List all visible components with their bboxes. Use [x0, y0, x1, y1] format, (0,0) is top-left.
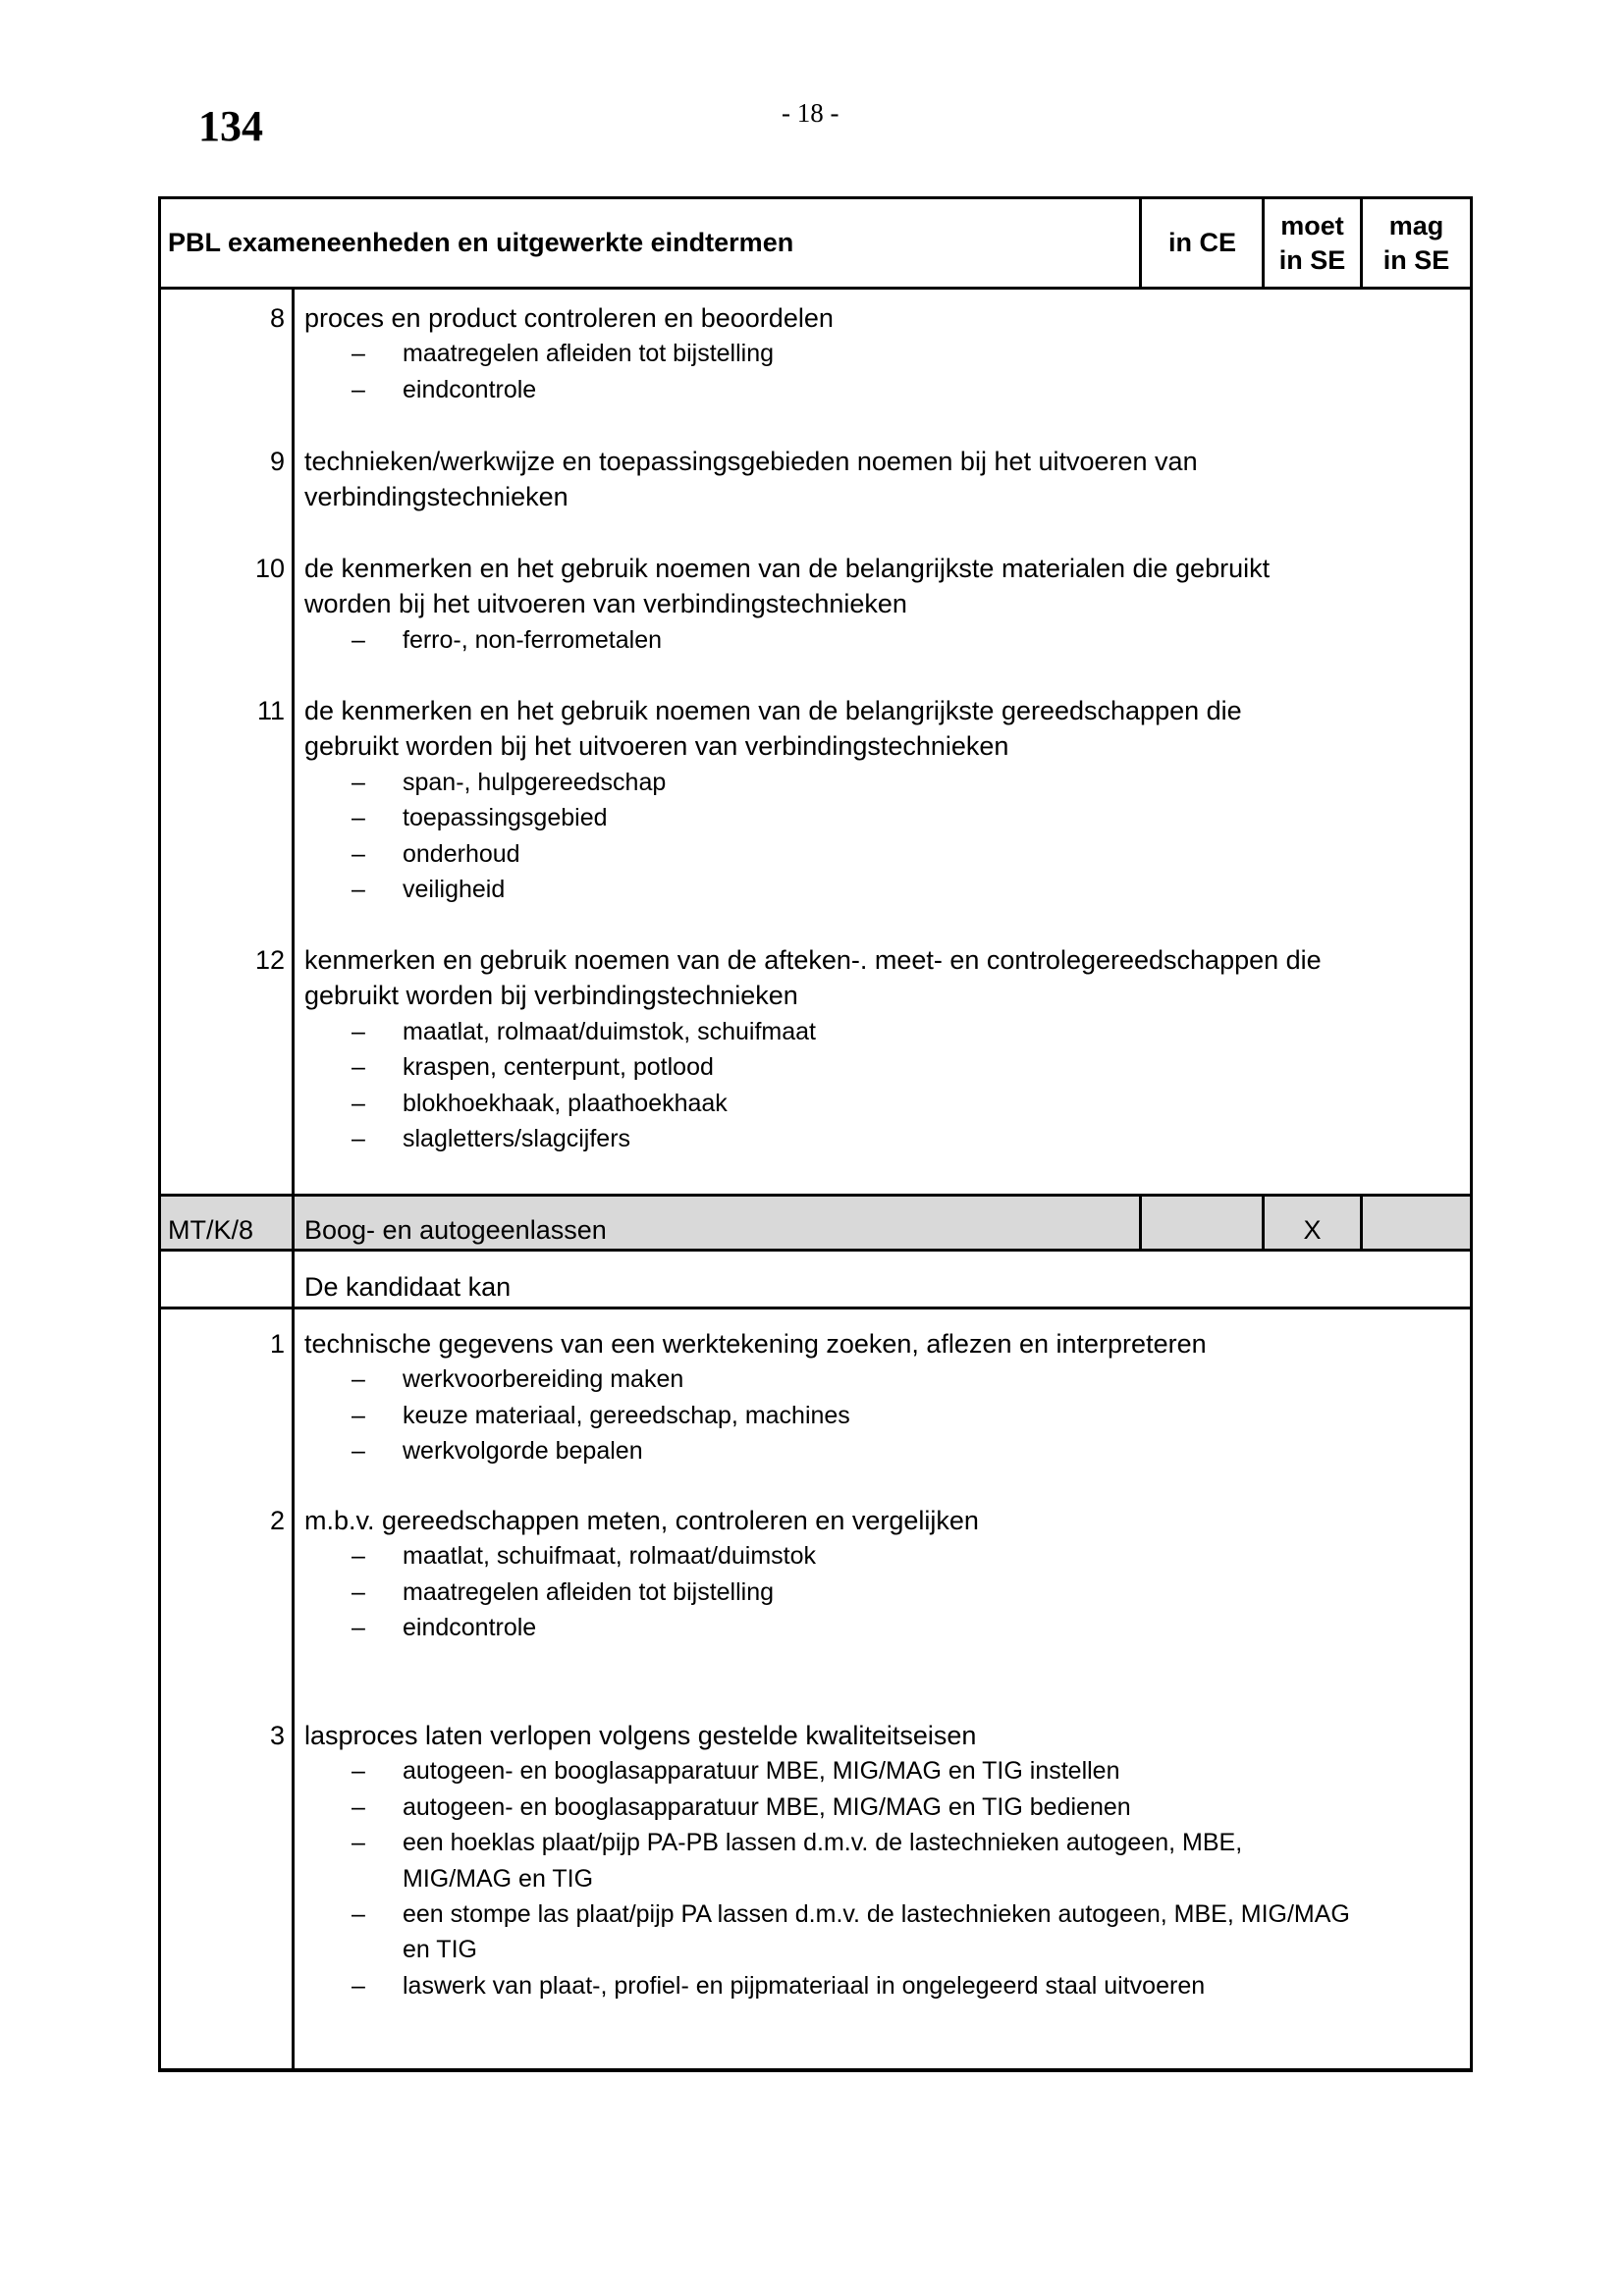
unit-row-bottom	[158, 1249, 1473, 1252]
page-counter: - 18 -	[782, 98, 839, 128]
item-number: 10	[254, 554, 285, 583]
bullet-dash: –	[352, 1971, 365, 2000]
item-text-line: technische gegevens van een werktekening zoeken, aflezen en interpreteren	[304, 1329, 1207, 1359]
item-number: 12	[254, 945, 285, 975]
intro-row-bottom	[158, 1307, 1473, 1309]
bullet-dash: –	[352, 1542, 365, 1571]
bullet-dash: –	[352, 1614, 365, 1642]
item-number: 11	[256, 696, 285, 725]
bullet-text-line: een hoeklas plaat/pijp PA-PB lassen d.m.v. de lastechnieken autogeen, MBE,	[403, 1829, 1243, 1857]
bullet-text-line: maatregelen afleiden tot bijstelling	[403, 340, 775, 368]
header-moet-line1: moet	[1280, 211, 1344, 240]
bullet-dash: –	[352, 1577, 365, 1606]
bullet-text-line: maatregelen afleiden tot bijstelling	[403, 1577, 775, 1606]
header-in-ce: in CE	[1168, 228, 1237, 257]
table-border-left	[158, 196, 161, 2072]
header-moet-line2: in SE	[1278, 245, 1346, 275]
header-mag-line2: in SE	[1382, 245, 1450, 275]
unit-moet-in-se-mark: X	[1303, 1215, 1322, 1245]
bullet-dash: –	[352, 768, 365, 796]
page-stamp-number: 134	[198, 102, 263, 150]
bullet-text-line: onderhoud	[403, 839, 520, 868]
bullet-dash: –	[352, 876, 365, 903]
bullet-dash: –	[352, 340, 365, 368]
bullet-text-line: span-, hulpgereedschap	[403, 768, 667, 796]
bullet-dash: –	[352, 1900, 365, 1928]
unit-row-top	[158, 1194, 1473, 1197]
bullet-dash: –	[352, 625, 365, 654]
bullet-dash: –	[352, 1089, 365, 1117]
item-text-line: lasproces laten verlopen volgens gestelde kwaliteitseisen	[304, 1721, 977, 1750]
bullet-dash: –	[352, 1829, 365, 1857]
bullet-text-line: keuze materiaal, gereedschap, machines	[403, 1401, 850, 1429]
number-column-divider	[292, 287, 295, 2072]
header-mag-line1: mag	[1388, 211, 1444, 240]
item-number: 3	[269, 1721, 285, 1750]
bullet-text-line: laswerk van plaat-, profiel- en pijpmateriaal in ongelegeerd staal uitvoeren	[403, 1971, 1206, 2000]
item-text-line: gebruikt worden bij verbindingstechnieken	[304, 981, 798, 1011]
bullet-text-line: autogeen- en booglasapparatuur MBE, MIG/MAG en TIG bedienen	[403, 1792, 1131, 1821]
item-text-line: verbindingstechnieken	[304, 482, 568, 512]
bullet-dash: –	[352, 1437, 365, 1466]
item-text-line: gebruikt worden bij het uitvoeren van verbindingstechnieken	[304, 731, 1009, 762]
bullet-dash: –	[352, 1757, 365, 1786]
unit-title: Boog- en autogeenlassen	[304, 1215, 607, 1245]
bullet-dash: –	[352, 1125, 365, 1152]
item-text-line: kenmerken en gebruik noemen van de afteken-. meet- en controlegereedschappen die	[304, 945, 1322, 975]
bullet-text-line: autogeen- en booglasapparatuur MBE, MIG/MAG en TIG instellen	[403, 1757, 1120, 1786]
item-number: 9	[269, 447, 285, 476]
bullet-text-line: werkvoorbereiding maken	[403, 1365, 684, 1394]
item-number: 2	[269, 1506, 285, 1535]
unit-code: MT/K/8	[168, 1215, 254, 1245]
item-text-line: de kenmerken en het gebruik noemen van de belangrijkste materialen die gebruikt	[304, 554, 1271, 583]
bullet-text-line: eindcontrole	[403, 375, 537, 403]
item-text-line: worden bij het uitvoeren van verbindingstechnieken	[304, 589, 907, 619]
bullet-text-line: blokhoekhaak, plaathoekhaak	[403, 1089, 728, 1117]
bullet-dash: –	[352, 1017, 365, 1045]
col-mag-divider-unit	[1360, 1194, 1363, 1251]
item-text-line: proces en product controleren en beoordelen	[304, 303, 834, 333]
bullet-text-line: kraspen, centerpunt, potlood	[403, 1053, 714, 1082]
bullet-text-line: en TIG	[403, 1936, 477, 1964]
table-border-top	[158, 196, 1473, 199]
item-text-line: de kenmerken en het gebruik noemen van de belangrijkste gereedschappen die	[304, 696, 1242, 725]
col-ce-divider-unit	[1139, 1194, 1142, 1251]
bullet-text-line: veiligheid	[403, 876, 506, 903]
bullet-text-line: werkvolgorde bepalen	[403, 1437, 643, 1466]
bullet-text-line: MIG/MAG en TIG	[403, 1864, 594, 1893]
table-header-title: PBL exameneenheden en uitgewerkte eindtermen	[168, 228, 794, 257]
item-text-line: m.b.v. gereedschappen meten, controleren en vergelijken	[304, 1506, 979, 1535]
bullet-text-line: eindcontrole	[403, 1614, 537, 1642]
bullet-dash: –	[352, 839, 365, 868]
bullet-dash: –	[352, 375, 365, 403]
bullet-dash: –	[352, 1401, 365, 1429]
table-border-right	[1470, 196, 1473, 2072]
bullet-text-line: maatlat, rolmaat/duimstok, schuifmaat	[403, 1017, 816, 1045]
intro-text: De kandidaat kan	[304, 1272, 512, 1302]
bullet-text-line: slagletters/slagcijfers	[403, 1125, 631, 1152]
item-number: 1	[269, 1329, 285, 1359]
table-border-bottom	[158, 2068, 1473, 2072]
bullet-text-line: toepassingsgebied	[403, 804, 608, 832]
col-ce-divider-header	[1139, 196, 1142, 289]
bullet-text-line: ferro-, non-ferrometalen	[403, 625, 663, 654]
bullet-dash: –	[352, 1053, 365, 1082]
bullet-text-line: maatlat, schuifmaat, rolmaat/duimstok	[403, 1542, 816, 1571]
item-number: 8	[269, 303, 285, 333]
item-text-line: technieken/werkwijze en toepassingsgebieden noemen bij het uitvoeren van	[304, 447, 1198, 476]
bullet-dash: –	[352, 804, 365, 832]
bullet-text-line: een stompe las plaat/pijp PA lassen d.m.v. de lastechnieken autogeen, MBE, MIG/MAG	[403, 1900, 1350, 1928]
bullet-dash: –	[352, 1792, 365, 1821]
bullet-dash: –	[352, 1365, 365, 1394]
header-divider	[158, 287, 1473, 290]
